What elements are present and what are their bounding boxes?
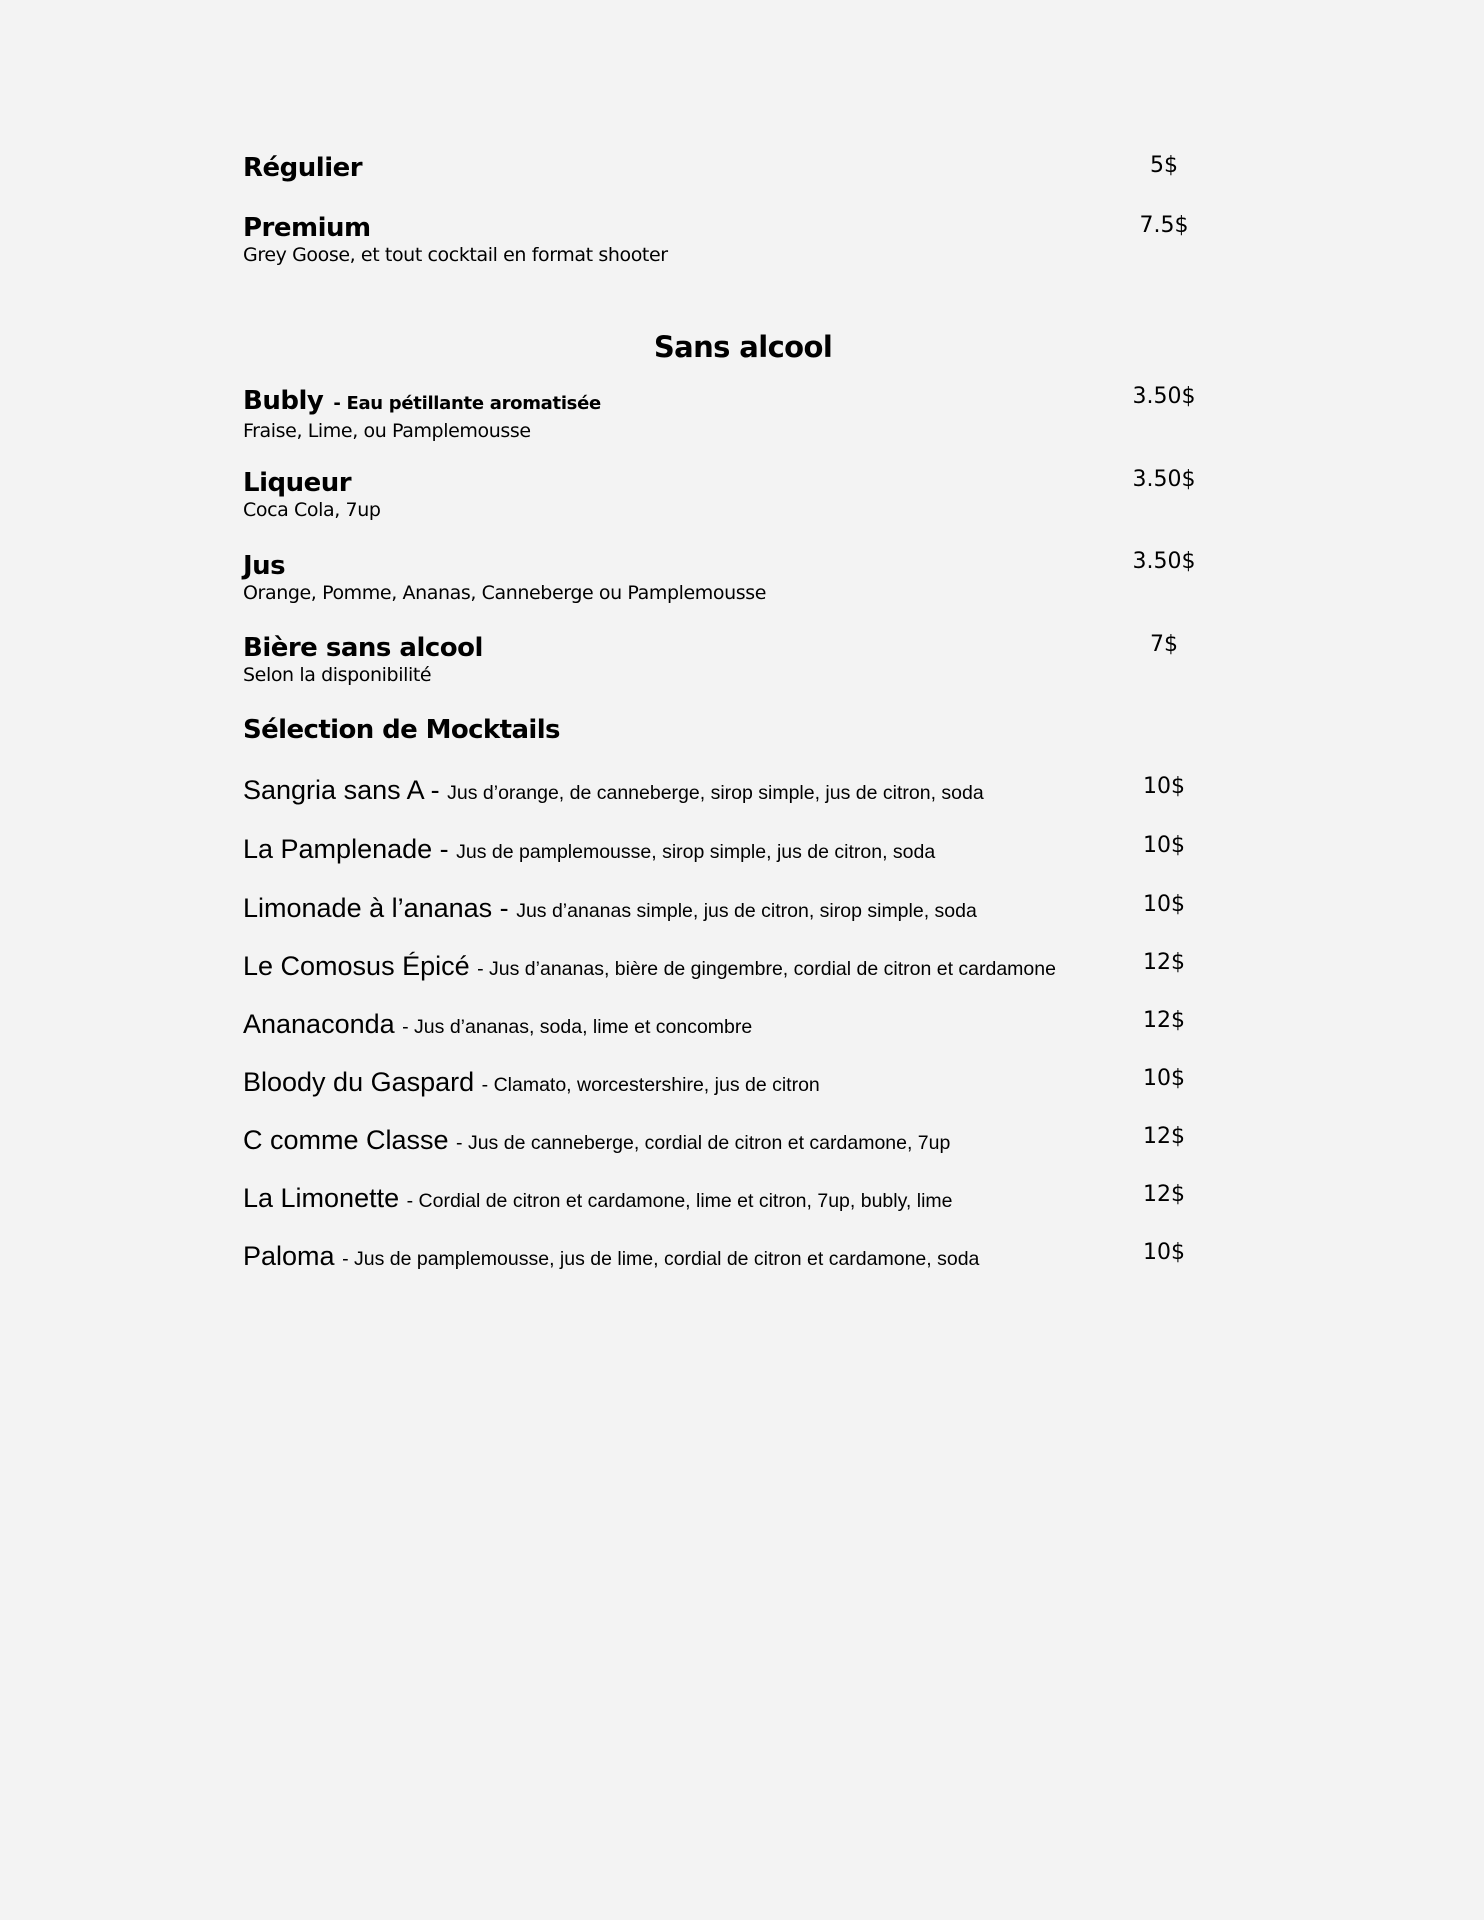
item-description: Coca Cola, 7up	[243, 499, 381, 521]
mocktail-price: 10$	[1143, 1240, 1185, 1265]
item-name: Bière sans alcool	[243, 633, 483, 663]
menu-item-premium	[243, 213, 1243, 267]
menu-item-jus	[243, 551, 1243, 605]
mocktail-price: 10$	[1143, 774, 1185, 799]
menu-item-bubly	[243, 386, 1243, 443]
mocktail-item	[243, 1124, 1243, 1161]
item-name: Liqueur	[243, 468, 352, 498]
item-price: 3.50$	[1132, 467, 1196, 492]
mocktail-price: 10$	[1143, 833, 1185, 858]
mocktail-name: La Pamplenade -	[243, 834, 457, 864]
mocktail-name: Bloody du Gaspard	[243, 1067, 482, 1097]
item-name: Jus	[243, 551, 286, 581]
item-price: 7$	[1150, 632, 1178, 657]
item-description: Fraise, Lime, ou Pamplemousse	[243, 420, 531, 442]
mocktail-item	[243, 1240, 1243, 1277]
mocktail-description: - Cordial de citron et cardamone, lime et citron, 7up, bubly, lime	[406, 1190, 953, 1212]
mocktail-item	[243, 892, 1243, 929]
mocktail-price: 12$	[1143, 1124, 1185, 1149]
mocktail-name: Ananaconda	[243, 1009, 403, 1039]
mocktail-name: C comme Classe	[243, 1125, 457, 1155]
mocktail-description: - Jus d’ananas, soda, lime et concombre	[402, 1016, 753, 1038]
mocktail-price: 12$	[1143, 1008, 1185, 1033]
menu-item-regulier	[243, 153, 1243, 183]
item-name: Régulier	[243, 153, 363, 183]
item-price: 5$	[1150, 153, 1178, 178]
mocktail-description: Jus d’orange, de canneberge, sirop simple, jus de citron, soda	[447, 782, 984, 804]
item-tag: - Eau pétillante aromatisée	[333, 393, 601, 414]
section-title-sans-alcool: Sans alcool	[653, 330, 833, 364]
menu-item-liqueur	[243, 468, 1243, 522]
mocktail-price: 12$	[1143, 950, 1185, 975]
item-name: Bubly	[243, 386, 324, 416]
mocktail-name: Le Comosus Épicé	[243, 951, 478, 981]
mocktail-name: Sangria sans A -	[243, 775, 448, 805]
mocktail-description: Jus d’ananas simple, jus de citron, sirop simple, soda	[516, 900, 977, 922]
item-description: Selon la disponibilité	[243, 664, 432, 686]
mocktail-price: 10$	[1143, 1066, 1185, 1091]
item-price: 3.50$	[1132, 549, 1196, 574]
mocktail-price: 12$	[1143, 1182, 1185, 1207]
mocktail-item	[243, 774, 1243, 811]
menu-item-biere-sans-alcool	[243, 633, 1243, 687]
item-price: 7.5$	[1139, 213, 1189, 238]
mocktail-item	[243, 833, 1243, 870]
mocktail-description: - Jus de canneberge, cordial de citron et cardamone, 7up	[456, 1132, 951, 1154]
mocktail-description: - Clamato, worcestershire, jus de citron	[481, 1074, 820, 1096]
mocktail-description: Jus de pamplemousse, sirop simple, jus de citron, soda	[456, 841, 936, 863]
item-name-line	[243, 386, 1243, 419]
mocktail-item	[243, 1182, 1243, 1219]
mocktail-description: - Jus de pamplemousse, jus de lime, cordial de citron et cardamone, soda	[342, 1248, 980, 1270]
item-price: 3.50$	[1132, 384, 1196, 409]
mocktail-price: 10$	[1143, 892, 1185, 917]
item-description: Grey Goose, et tout cocktail en format shooter	[243, 244, 668, 266]
mocktail-item	[243, 950, 1243, 987]
item-name: Premium	[243, 213, 371, 243]
mocktail-name: Limonade à l’ananas -	[243, 893, 517, 923]
menu-page	[243, 0, 1243, 1920]
mocktail-name: La Limonette	[243, 1183, 407, 1213]
mocktail-item	[243, 1008, 1243, 1045]
mocktail-item	[243, 1066, 1243, 1103]
mocktail-description: - Jus d’ananas, bière de gingembre, cordial de citron et cardamone	[477, 958, 1056, 980]
section-title-mocktails: Sélection de Mocktails	[243, 715, 560, 745]
mocktail-name: Paloma	[243, 1241, 343, 1271]
item-description: Orange, Pomme, Ananas, Canneberge ou Pamplemousse	[243, 582, 767, 604]
